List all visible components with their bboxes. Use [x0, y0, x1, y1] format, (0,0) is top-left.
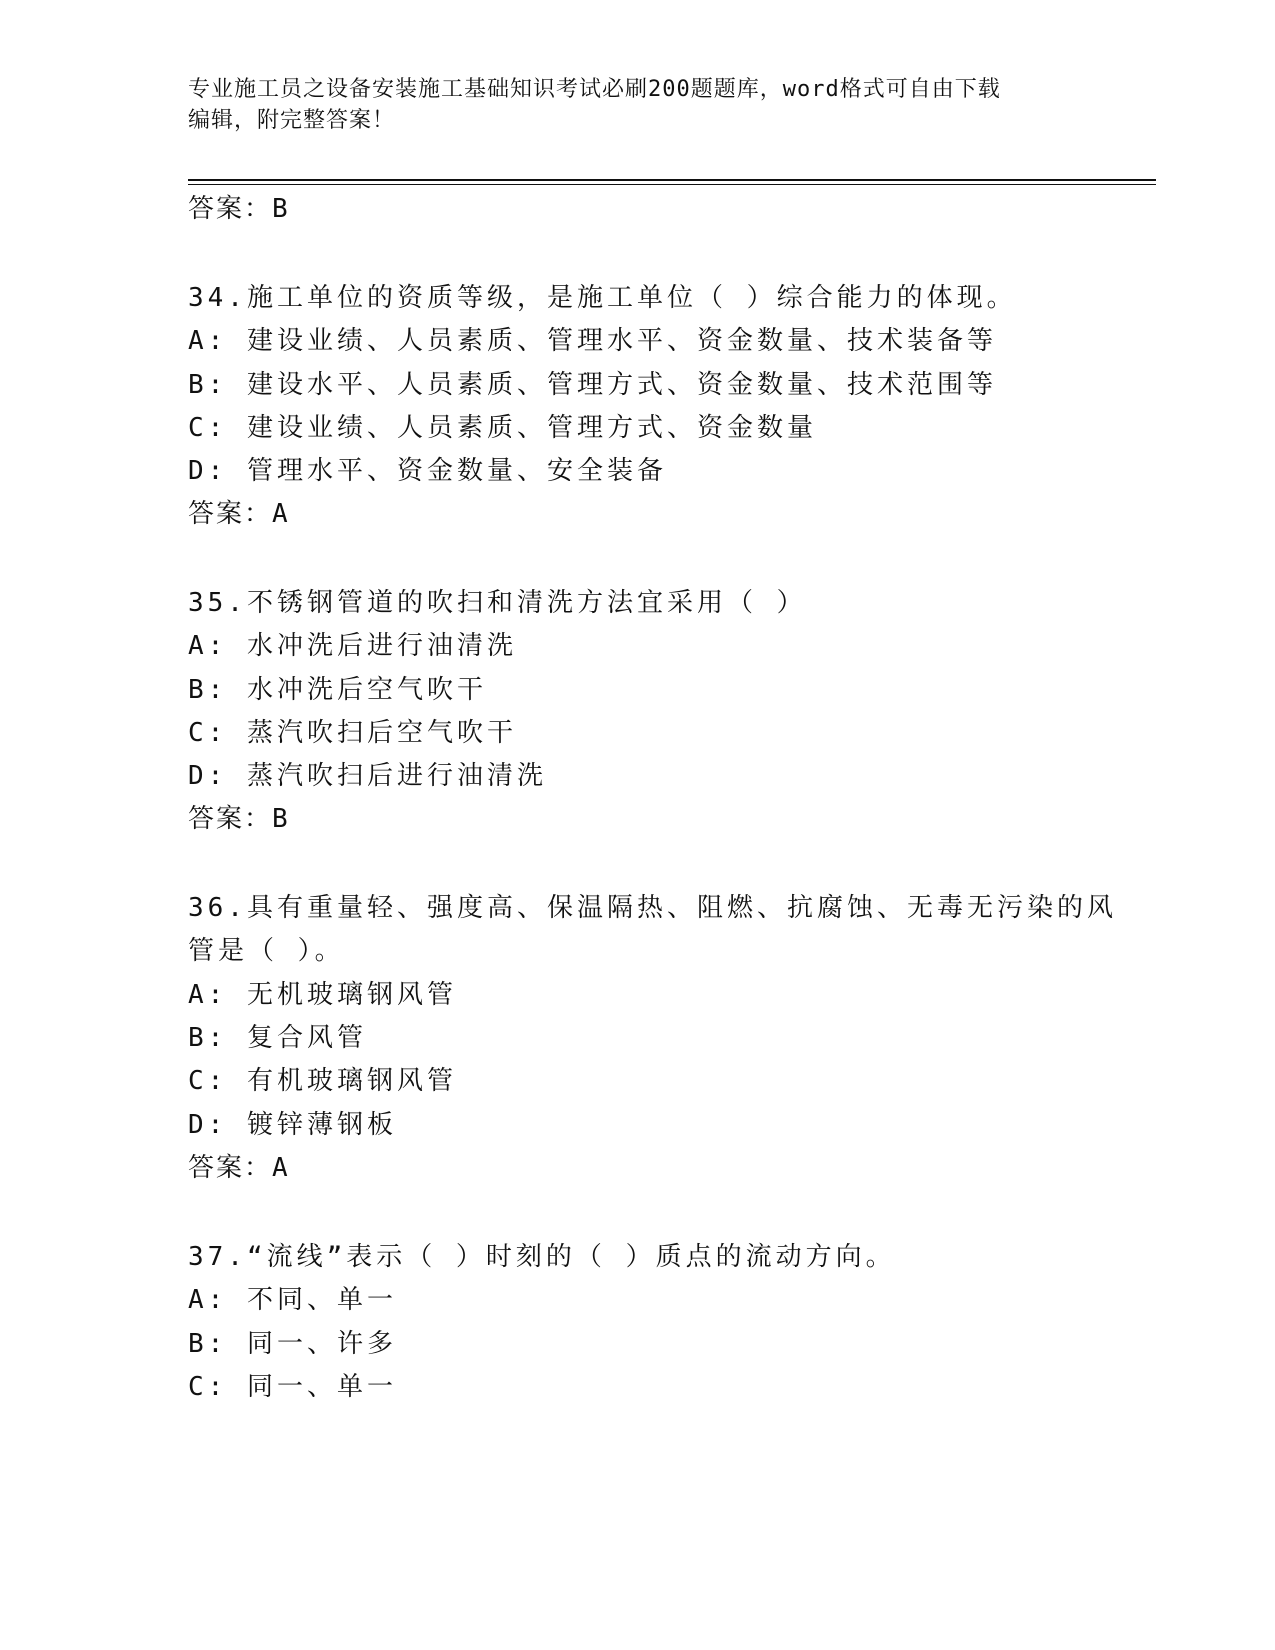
header-title-line2: 编辑，附完整答案！ — [188, 108, 396, 133]
question-36-answer: 答案：A — [188, 1153, 290, 1183]
question-35-stem: 35.不锈钢管道的吹扫和清洗方法宜采用（ ） — [188, 588, 807, 618]
question-37-option-a: A: 不同、单一 — [188, 1285, 397, 1315]
question-34-option-d: D: 管理水平、资金数量、安全装备 — [188, 456, 667, 486]
question-35-answer: 答案：B — [188, 804, 290, 834]
question-36-option-a: A: 无机玻璃钢风管 — [188, 980, 457, 1010]
document-header — [188, 74, 1088, 136]
previous-answer: 答案：B — [188, 194, 290, 224]
question-34-option-a: A: 建设业绩、人员素质、管理水平、资金数量、技术装备等 — [188, 326, 997, 356]
question-37-option-b: B: 同一、许多 — [188, 1329, 397, 1359]
question-36-option-b: B: 复合风管 — [188, 1023, 367, 1053]
question-34-stem: 34.施工单位的资质等级，是施工单位（ ）综合能力的体现。 — [188, 283, 1017, 313]
question-37-option-c: C: 同一、单一 — [188, 1372, 397, 1402]
question-35-option-b: B: 水冲洗后空气吹干 — [188, 675, 487, 705]
question-37-stem: 37.“流线”表示（ ）时刻的（ ）质点的流动方向。 — [188, 1242, 896, 1272]
question-34-answer: 答案：A — [188, 499, 290, 529]
question-34-option-c: C: 建设业绩、人员素质、管理方式、资金数量 — [188, 413, 817, 443]
header-divider-thin — [188, 184, 1156, 185]
question-36-stem-line1: 36.具有重量轻、强度高、保温隔热、阻燃、抗腐蚀、无毒无污染的风 — [188, 893, 1117, 923]
question-36-option-c: C: 有机玻璃钢风管 — [188, 1066, 457, 1096]
question-35-option-d: D: 蒸汽吹扫后进行油清洗 — [188, 761, 547, 791]
question-35-option-c: C: 蒸汽吹扫后空气吹干 — [188, 718, 517, 748]
header-title-line1: 专业施工员之设备安装施工基础知识考试必刷200题题库，word格式可自由下载 — [188, 77, 1001, 102]
header-divider-thick — [188, 179, 1156, 181]
question-35-option-a: A: 水冲洗后进行油清洗 — [188, 631, 517, 661]
question-36-option-d: D: 镀锌薄钢板 — [188, 1110, 397, 1140]
question-34-option-b: B: 建设水平、人员素质、管理方式、资金数量、技术范围等 — [188, 370, 997, 400]
question-36-stem-line2: 管是（ ）。 — [188, 936, 345, 966]
